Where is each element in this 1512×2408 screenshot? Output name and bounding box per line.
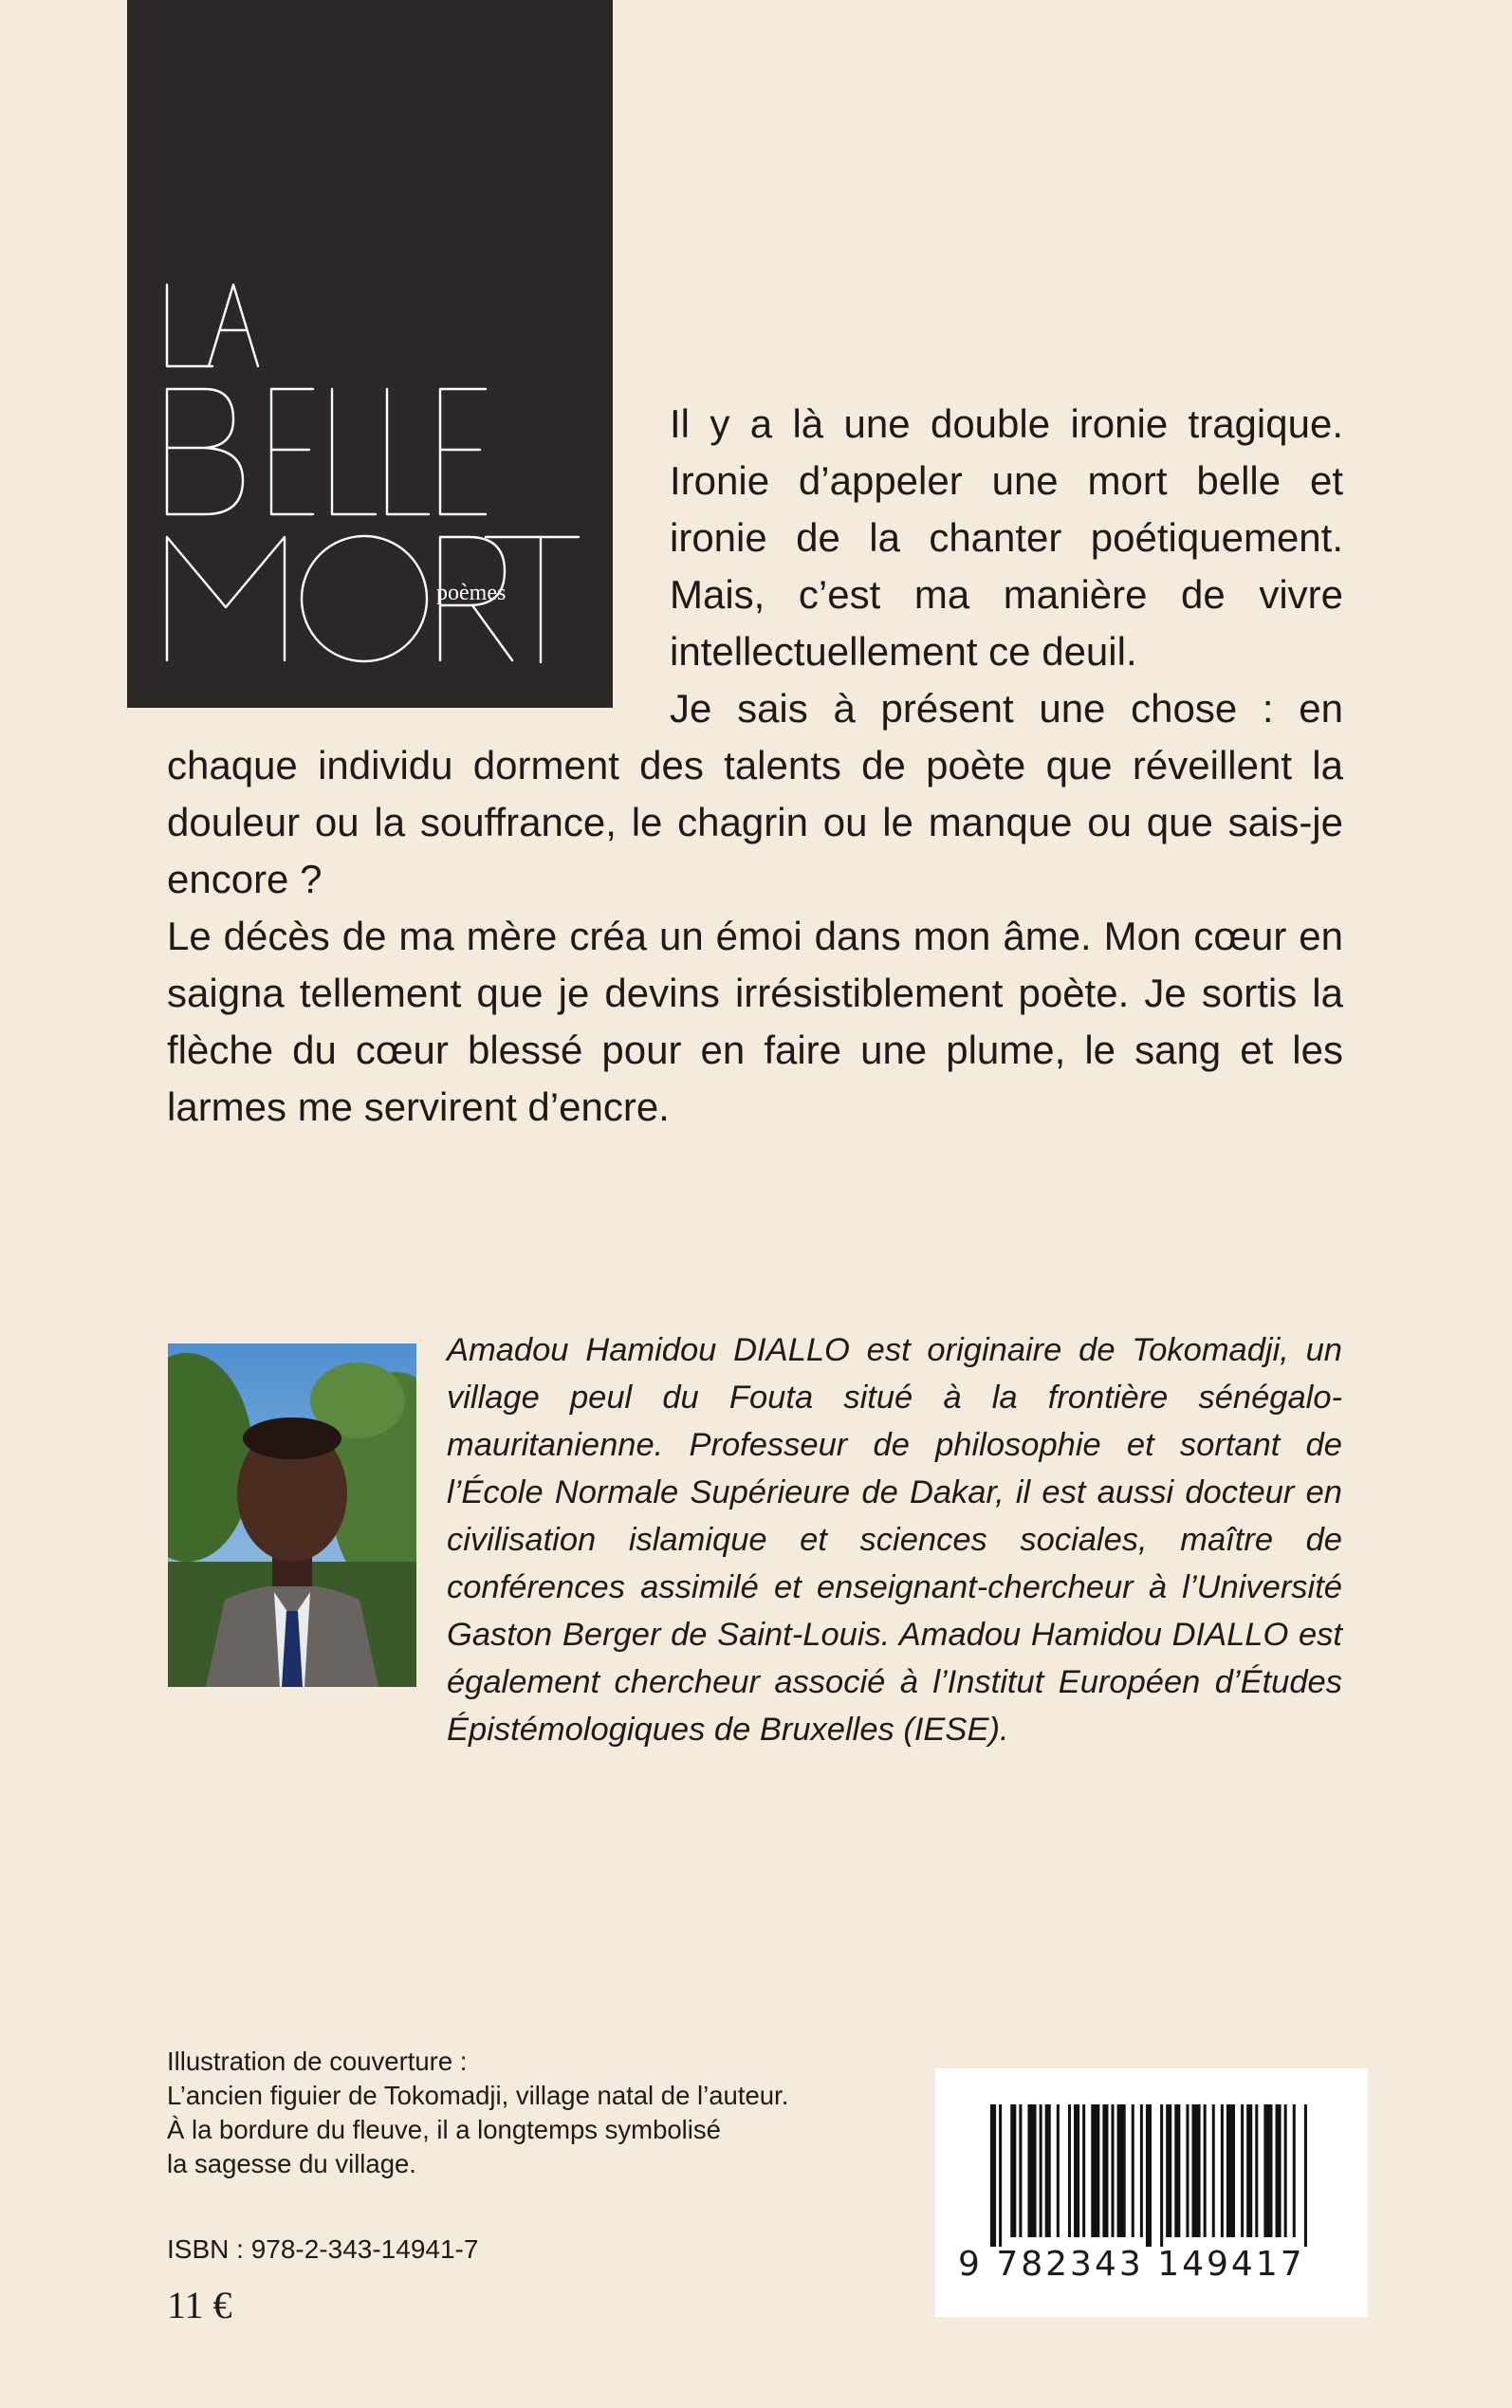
barcode-bar (1146, 2104, 1152, 2247)
barcode-bar (1304, 2104, 1307, 2247)
blurb-paragraph-2: Je sais à présent une chose : en chaque individu dorment des talents de poète que réveillent la douleur ou la souffrance, le chagrin ou le manque ou que sais-je encore ? (167, 686, 1343, 901)
barcode-bar (1045, 2104, 1051, 2237)
barcode-bar (1019, 2104, 1022, 2237)
credits-line-2: L’ancien figuier de Tokomadji, village natal de l’auteur. (167, 2081, 789, 2110)
barcode-bar (1174, 2104, 1180, 2237)
isbn: ISBN : 978-2-343-14941-7 (167, 2234, 479, 2264)
barcode-bar (1057, 2104, 1060, 2237)
barcode-bar (1226, 2104, 1235, 2237)
barcode-bar (1160, 2104, 1163, 2247)
barcode-bar (1221, 2104, 1224, 2237)
barcode-bar (1102, 2104, 1108, 2237)
credits-line-4: la sagesse du village. (167, 2149, 416, 2178)
blurb-paragraph-3: Le décès de ma mère créa un émoi dans mon âme. Mon cœur en saigna tellement que je devins irrésistiblement poète. Je sortis la flèche du cœur blessé pour en faire une plume, le sang et les larmes me servirent d’encre. (167, 914, 1343, 1129)
barcode-bar (1040, 2104, 1042, 2237)
barcode-bar (1112, 2104, 1115, 2237)
barcode-bar (1212, 2104, 1215, 2237)
barcode-bar (1010, 2104, 1016, 2237)
cover-credits (167, 2045, 926, 2181)
subtitle-poemes: poèmes (436, 581, 507, 605)
barcode-bar (1074, 2104, 1079, 2237)
barcode-bar (1293, 2104, 1296, 2237)
author-photo (168, 1343, 416, 1687)
back-cover-blurb (167, 396, 1343, 1136)
credits-line-1: Illustration de couverture : (167, 2047, 468, 2076)
barcode-bar (990, 2104, 996, 2247)
barcode-bar (1241, 2104, 1244, 2237)
barcode-bar (1204, 2104, 1207, 2237)
barcode-digits: 9 782343 149417 (958, 2245, 1305, 2284)
credits-line-3: À la bordure du fleuve, il a longtemps symbolisé (167, 2115, 721, 2144)
barcode-bar (1284, 2104, 1287, 2237)
letter-A (209, 285, 258, 366)
barcode-bar (1263, 2104, 1272, 2237)
barcode-bar (1117, 2104, 1126, 2237)
barcode-bar (1166, 2104, 1171, 2237)
letter-L (167, 285, 212, 366)
barcode-bar (1192, 2104, 1201, 2237)
barcode-bar (1091, 2104, 1099, 2237)
barcode-bars (990, 2104, 1313, 2247)
barcode (935, 2068, 1368, 2317)
barcode-bar (1246, 2104, 1252, 2237)
price: 11 € (167, 2284, 232, 2326)
barcode-bar (1140, 2104, 1143, 2237)
barcode-bar (1186, 2104, 1189, 2237)
author-bio: Amadou Hamidou DIALLO est originaire de Tokomadji, un village peul du Fouta situé à la frontière sénégalo-mauritanienne. Professeur de philosophie et sortant de l’École Normale Supérieure de Dakar, il est aussi docteur en civilisation islamique et sciences sociales, maître de conférences assimilé et enseignant-chercheur à l’Université Gaston Berger de Saint-Louis. Amadou Hamidou DIALLO est également chercheur associé à l’Institut Européen d’Études Épistémologiques de Bruxelles (IESE). (447, 1332, 1342, 1748)
barcode-bar (1082, 2104, 1085, 2237)
barcode-bar (999, 2104, 1002, 2247)
barcode-bar (1027, 2104, 1036, 2237)
barcode-bar (1068, 2104, 1071, 2237)
barcode-bar (1276, 2104, 1282, 2237)
barcode-bar (1255, 2104, 1258, 2237)
blurb-paragraph-1: Il y a là une double ironie tragique. Ironie d’appeler une mort belle et ironie de la chanter poétiquement. Mais, c’est ma manière de vivre intellectuellement ce deuil. (670, 401, 1343, 674)
barcode-bar (1132, 2104, 1134, 2237)
